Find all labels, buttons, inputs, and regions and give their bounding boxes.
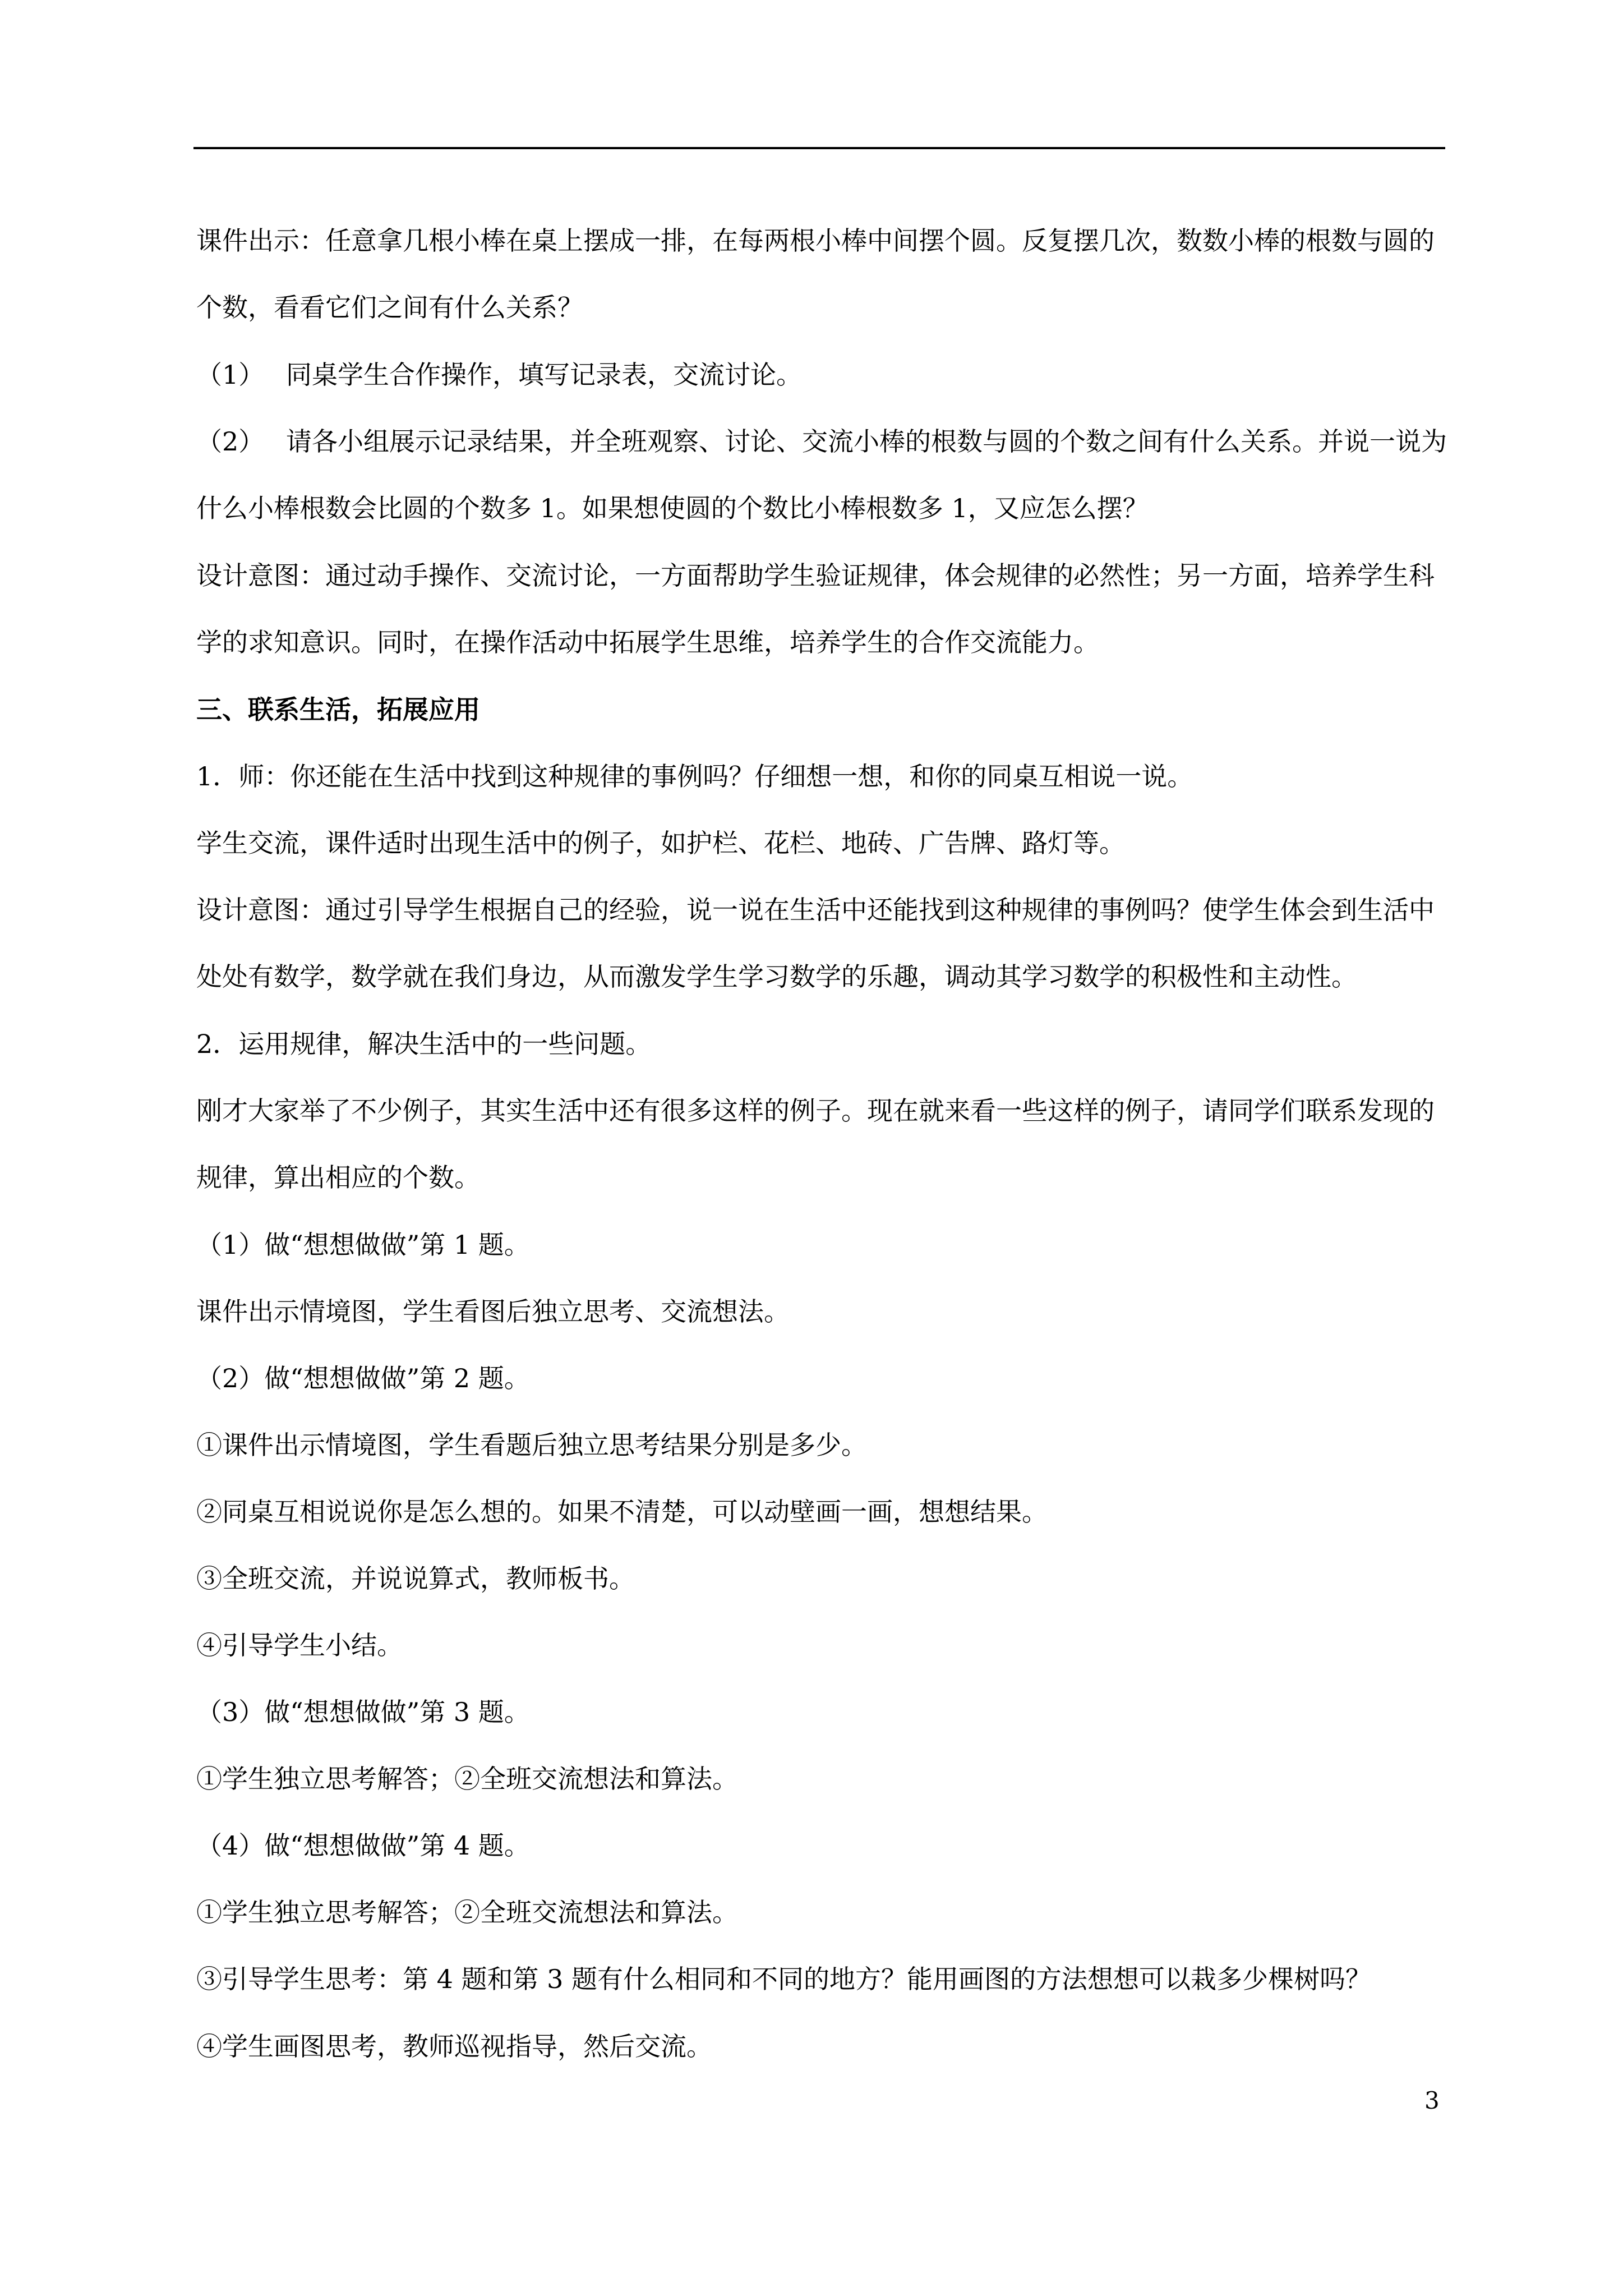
paragraph-exercise-1: （1）做“想想做做”第 1 题。 [196,1230,530,1260]
step-number: （2） [196,426,265,457]
paragraph-exercise-4-think: ③引导学生思考：第 4 题和第 3 题有什么相同和不同的地方？能用画图的方法想想可以栽多少棵树吗？ [196,1964,1372,1994]
paragraph-examples: 刚才大家举了不少例子，其实生活中还有很多这样的例子。现在就来看一些这样的例子，请同学们联系发现的规律，算出相应的个数。 [196,1096,1435,1193]
step-text: 请各小组展示记录结果，并全班观察、讨论、交流小棒的根数与圆的个数之间有什么关系。并说一说为什么小棒根数会比圆的个数多 1。如果想使圆的个数比小棒根数多 1，又应怎么摆？ [196,426,1447,523]
step-text: 同桌学生合作操作，填写记录表，交流讨论。 [286,360,802,390]
paragraph-design-intent-1: 设计意图：通过动手操作、交流讨论，一方面帮助学生验证规律，体会规律的必然性；另一方面，培养学生科学的求知意识。同时，在操作活动中拓展学生思维，培养学生的合作交流能力。 [196,560,1435,657]
paragraph-step-2 [196,408,1447,542]
paragraph-design-intent-2: 设计意图：通过引导学生根据自己的经验，说一说在生活中还能找到这种规律的事例吗？使学生体会到生活中处处有数学，数学就在我们身边，从而激发学生学习数学的乐趣，调动其学习数学的积极性和主动性。 [196,895,1435,992]
paragraph-exercise-3: （3）做“想想做做”第 3 题。 [196,1697,530,1727]
paragraph-student-exchange: 学生交流，课件适时出现生活中的例子，如护栏、花栏、地砖、广告牌、路灯等。 [196,828,1125,858]
step-number: （1） [196,360,265,390]
page-content [196,208,1447,2096]
paragraph-exercise-4: （4）做“想想做做”第 4 题。 [196,1830,530,1861]
paragraph-exercise-2-step-2: ②同桌互相说说你是怎么想的。如果不清楚，可以动壁画一画，想想结果。 [196,1497,1048,1527]
paragraph-exercise-2-step-4: ④引导学生小结。 [196,1630,403,1660]
paragraph-exercise-1-detail: 课件出示情境图，学生看图后独立思考、交流想法。 [196,1296,790,1327]
paragraph-step-1 [196,357,1447,392]
paragraph-courseware-display: 课件出示：任意拿几根小棒在桌上摆成一排，在每两根小棒中间摆个圆。反复摆几次，数数小棒的根数与圆的个数，看看它们之间有什么关系？ [196,226,1435,323]
paragraph-exercise-4-steps: ①学生独立思考解答；②全班交流想法和算法。 [196,1897,738,1927]
paragraph-exercise-4-draw: ④学生画图思考，教师巡视指导，然后交流。 [196,2031,712,2062]
paragraph-exercise-2-step-1: ①课件出示情境图，学生看题后独立思考结果分别是多少。 [196,1430,867,1460]
paragraph-exercise-3-steps: ①学生独立思考解答；②全班交流想法和算法。 [196,1764,738,1794]
header-rule [193,147,1445,149]
page-number: 3 [1424,2087,1440,2114]
paragraph-exercise-2-step-3: ③全班交流，并说说算式，教师板书。 [196,1563,635,1594]
section-heading: 三、联系生活，拓展应用 [196,694,480,725]
paragraph-teacher-question: 1．师：你还能在生活中找到这种规律的事例吗？仔细想一想，和你的同桌互相说一说。 [196,761,1193,792]
paragraph-apply-rule: 2．运用规律，解决生活中的一些问题。 [196,1029,652,1059]
paragraph-exercise-2: （2）做“想想做做”第 2 题。 [196,1363,530,1393]
